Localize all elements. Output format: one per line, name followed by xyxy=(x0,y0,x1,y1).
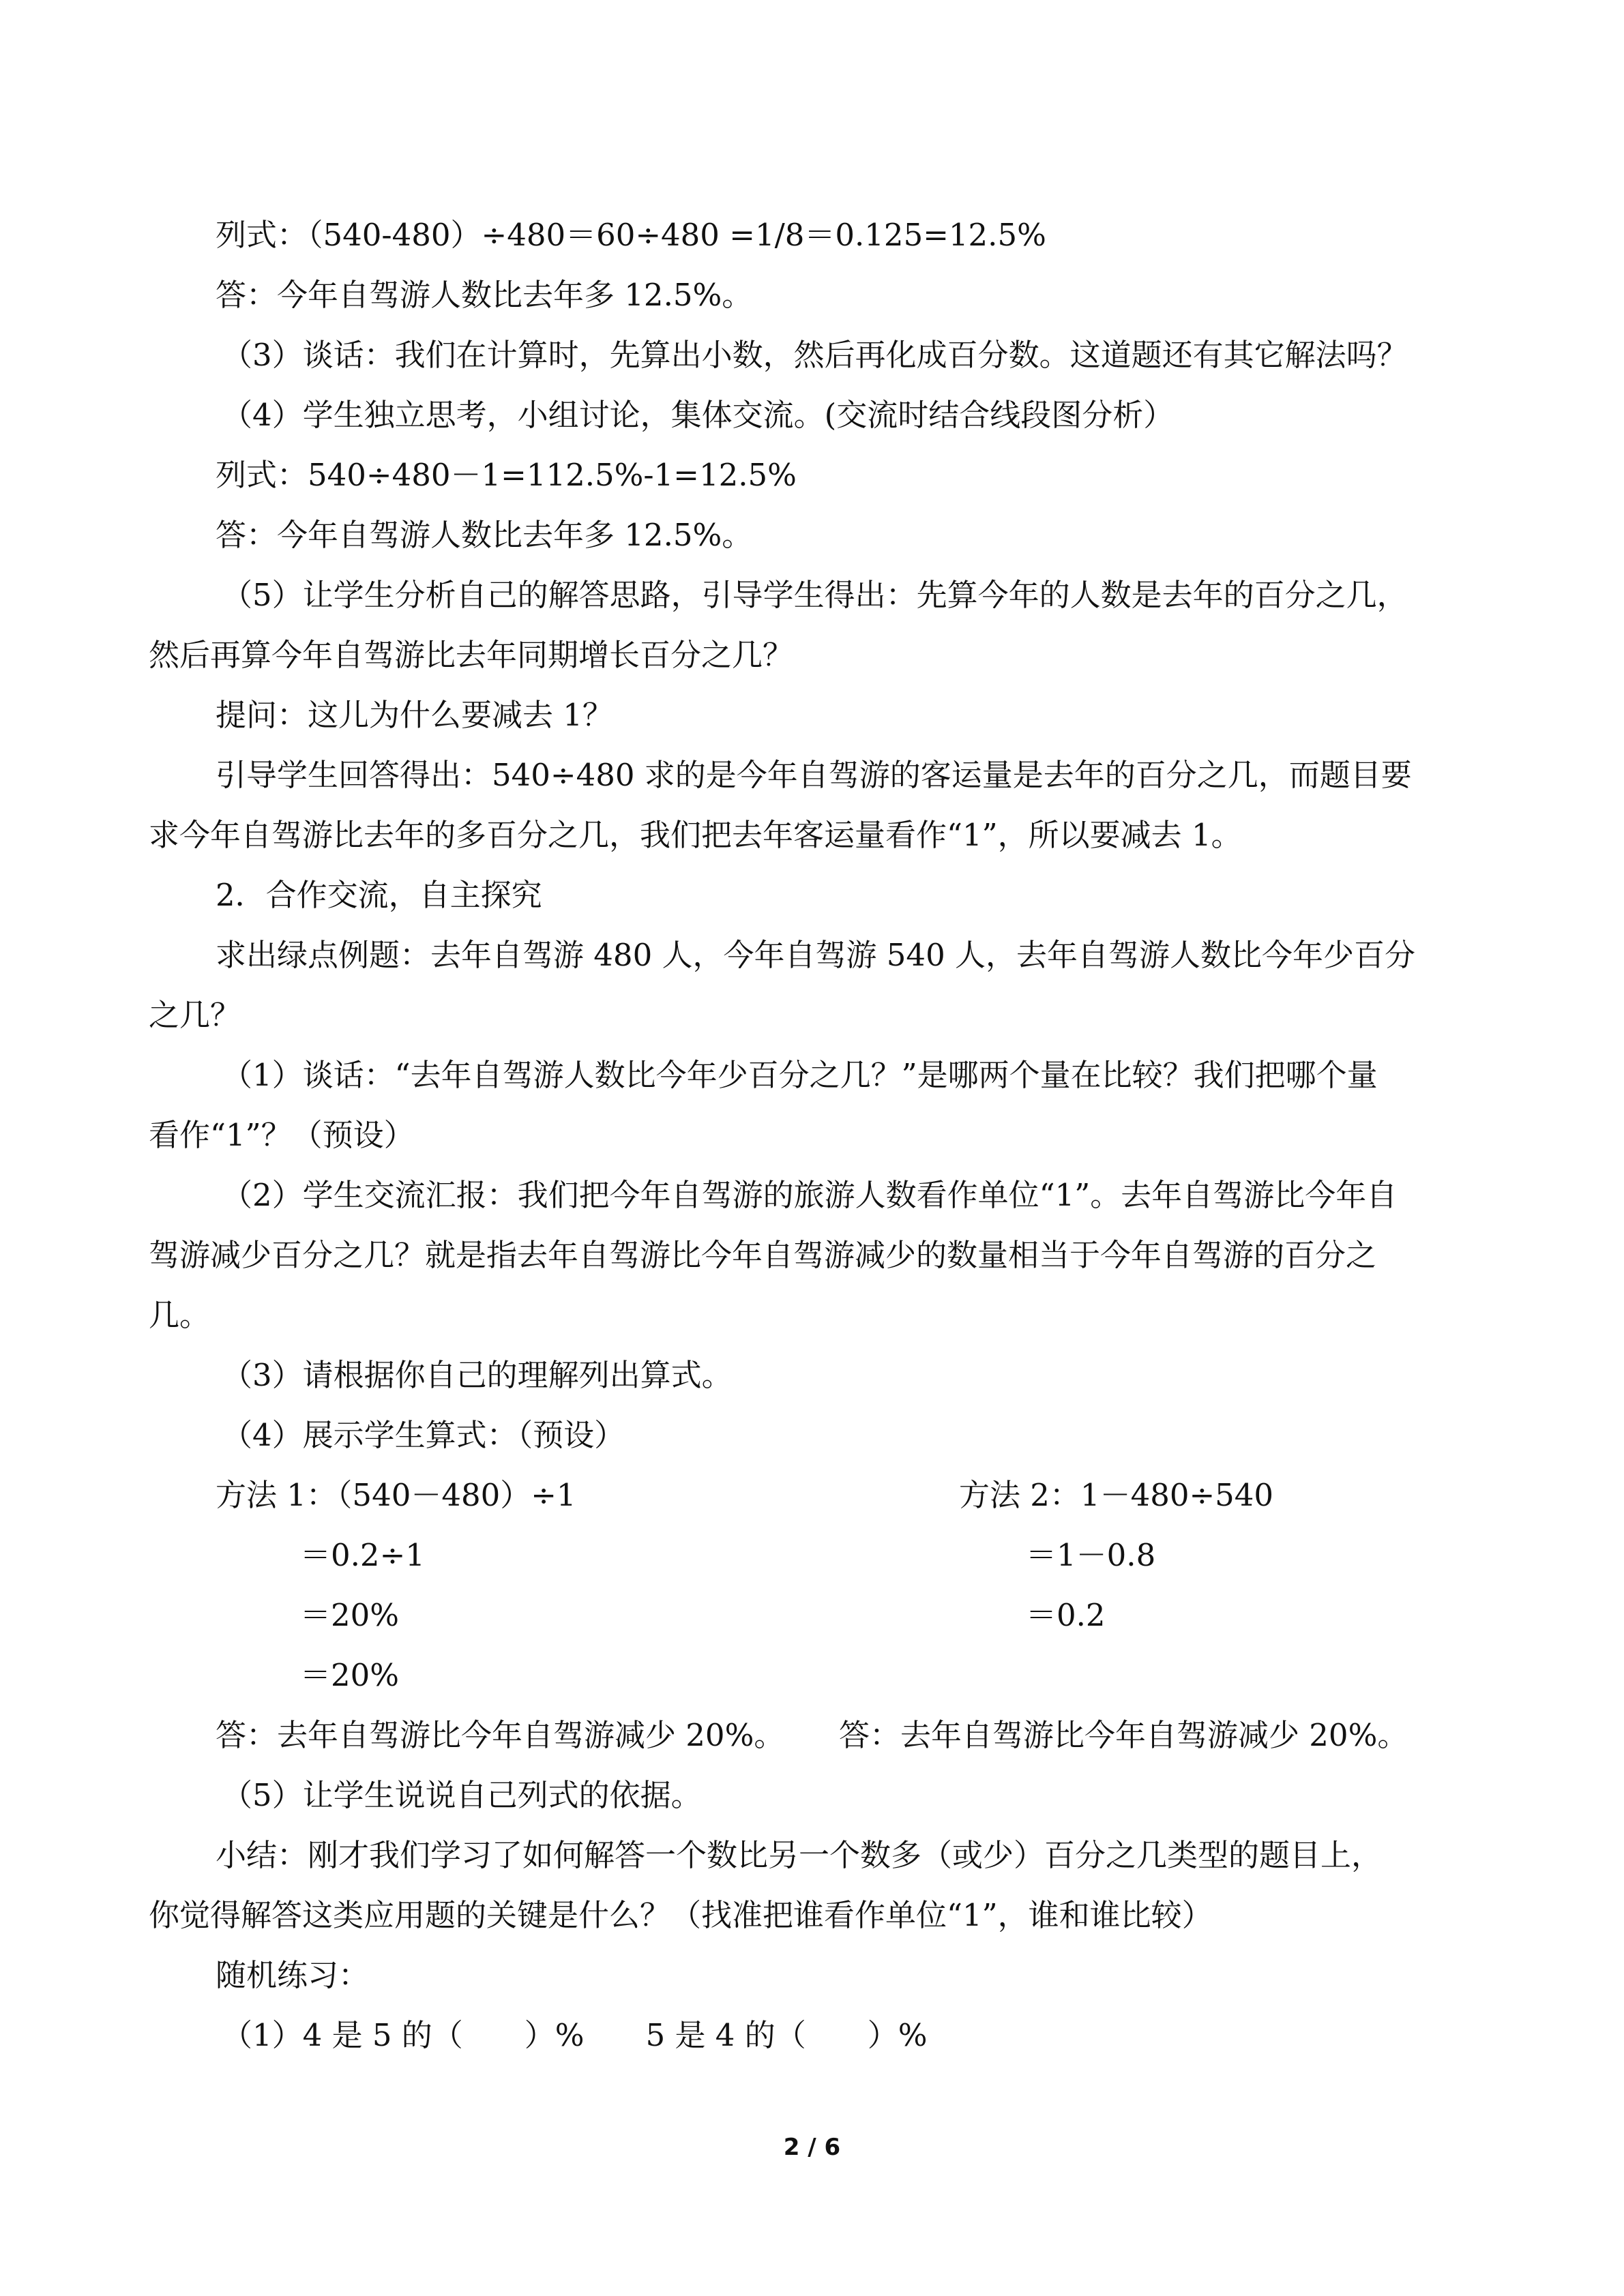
answer-line: 答：今年自驾游人数比去年多 12.5%。 xyxy=(216,517,753,553)
paragraph-line: 之几？ xyxy=(149,997,241,1033)
paragraph-line: （3）谈话：我们在计算时，先算出小数，然后再化成百分数。这道题还有其它解法吗？ xyxy=(222,337,1408,373)
method-2-answer: 答：去年自驾游比今年自驾游减少 20%。 xyxy=(839,1717,1408,1753)
paragraph-line: （1）谈话：“去年自驾游人数比今年少百分之几？”是哪两个量在比较？我们把哪个量 xyxy=(222,1057,1378,1093)
paragraph-line: 然后再算今年自驾游比去年同期增长百分之几？ xyxy=(149,637,794,673)
paragraph-line: 几。 xyxy=(149,1297,211,1333)
method-1-step: ＝0.2÷1 xyxy=(300,1537,425,1573)
paragraph-line: 求今年自驾游比去年的多百分之几，我们把去年客运量看作“1”，所以要减去 1。 xyxy=(149,817,1242,853)
paragraph-line: （5）让学生分析自己的解答思路，引导学生得出：先算今年的人数是去年的百分之几， xyxy=(222,577,1408,613)
paragraph-line: （4）学生独立思考，小组讨论，集体交流。(交流时结合线段图分析） xyxy=(222,397,1175,433)
practice-question: （1）4 是 5 的（ ）% 5 是 4 的（ ）% xyxy=(222,2017,928,2053)
paragraph-line: 驾游减少百分之几？就是指去年自驾游比今年自驾游减少的数量相当于今年自驾游的百分之 xyxy=(149,1237,1377,1273)
method-1-formula: 方法 1：（540－480）÷1 xyxy=(216,1477,576,1513)
summary-line: 小结：刚才我们学习了如何解答一个数比另一个数多（或少）百分之几类型的题目上， xyxy=(216,1837,1383,1873)
section-heading: 2．合作交流，自主探究 xyxy=(216,877,542,913)
answer-line: 答：今年自驾游人数比去年多 12.5%。 xyxy=(216,277,753,313)
formula-line: 列式：540÷480－1=112.5%-1=12.5% xyxy=(216,457,797,493)
paragraph-line: （4）展示学生算式：（预设） xyxy=(222,1417,625,1453)
method-2-formula: 方法 2：1－480÷540 xyxy=(959,1477,1274,1513)
formula-line: 列式：（540-480）÷480＝60÷480 =1/8＝0.125=12.5% xyxy=(216,217,1046,253)
method-1-step: ＝20% xyxy=(300,1657,400,1693)
question-line: 提问：这儿为什么要减去 1？ xyxy=(216,697,613,733)
summary-line: 你觉得解答这类应用题的关键是什么？（找准把谁看作单位“1”，谁和谁比较） xyxy=(149,1897,1213,1933)
method-2-step: ＝1－0.8 xyxy=(1026,1537,1156,1573)
method-2-step: ＝0.2 xyxy=(1026,1597,1106,1633)
page-number: 2 / 6 xyxy=(783,2134,841,2161)
paragraph-line: （5）让学生说说自己列式的依据。 xyxy=(222,1777,702,1813)
practice-heading: 随机练习： xyxy=(216,1957,370,1993)
method-1-answer: 答：去年自驾游比今年自驾游减少 20%。 xyxy=(216,1717,785,1753)
paragraph-line: （2）学生交流汇报：我们把今年自驾游的旅游人数看作单位“1”。去年自驾游比今年自 xyxy=(222,1177,1398,1213)
paragraph-line: （3）请根据你自己的理解列出算式。 xyxy=(222,1357,733,1393)
method-1-step: ＝20% xyxy=(300,1597,400,1633)
paragraph-line: 引导学生回答得出：540÷480 求的是今年自驾游的客运量是去年的百分之几，而题目要 xyxy=(216,757,1412,793)
paragraph-line: 看作“1”？（预设） xyxy=(149,1117,415,1153)
paragraph-line: 求出绿点例题：去年自驾游 480 人，今年自驾游 540 人，去年自驾游人数比今年少百分 xyxy=(216,937,1416,973)
